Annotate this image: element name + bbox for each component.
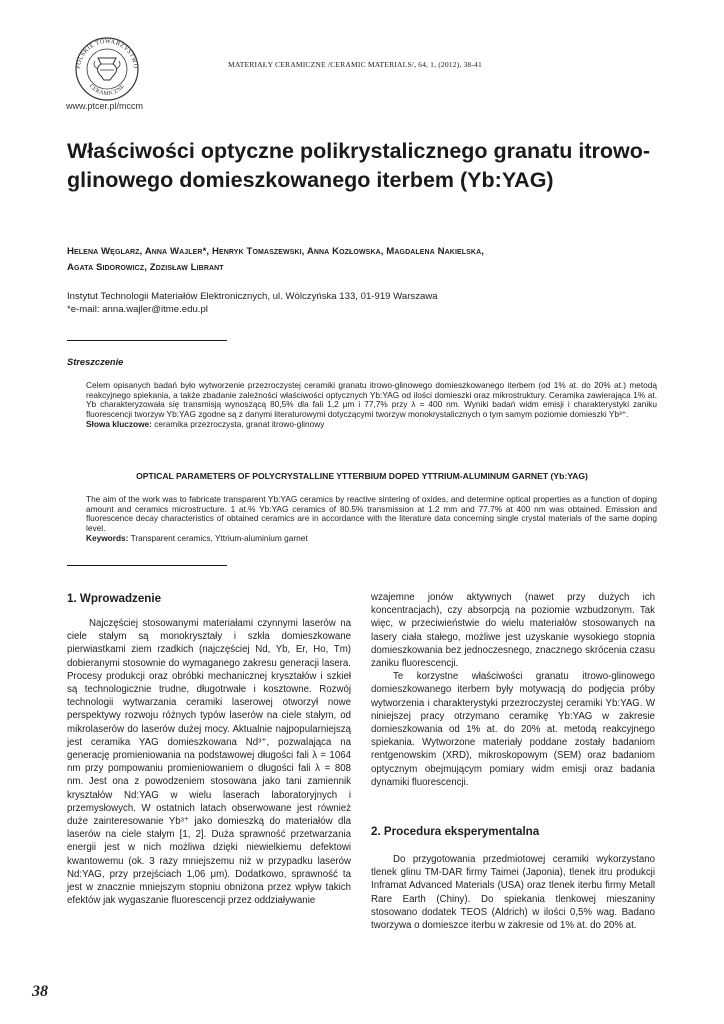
section-1-paragraph-1: Najczęściej stosowanymi materiałami czynnymi laserów na ciele stałym są monokryształy i szkła domieszkowane pierwiastkami ziem rzadkich (najczęściej Nd, Yb, Er, Ho, Tm) dobieranymi stosownie do wymaganego zakresu generacji lasera. Procesy produkcji oraz obróbki mechanicznej kryształów i szkieł są technologicznie trudne, długotrwałe i kosztowne. Rozwój technologii wytwarzania ceramiki laserowej otworzył nowe perspektywy rozwoju różnych typów laserów na ciele stałym, od mikrolaserów do laserów dużej mocy. Aktualnie najpopularniejszą jest ceramika YAG domieszkowana Nd³⁺, pozwalająca na generację promieniowania na podstawowej długości fali λ = 1064 nm przy pompowaniu promieniowaniem o długości fali λ = 808 nm. Jest ona z powodzeniem stosowana jako tani zamiennik kryształów Nd:YAG w wielu laserach laboratoryjnych i przemysłowych. W ostatnich latach obserwowane jest również duże zainteresowanie Yb³⁺ jako domieszką do materiałów dla laserów na ciele stałym [1, 2]. Duża sprawność przetwarzania energii jest w nich możliwa dzięki niewielkiemu defektowi kwantowemu (ok. 3 razy mniejszemu niż w przypadku laserów Nd:YAG, przy przejściach 1,06 μm). Dodatkowo, sprawność ta jest w znacznie mniejszym stopniu obniżona przez wpływ takich efektów jak wygaszanie fluorescencji przez oddziaływanie xyxy=(67,618,351,907)
abstract-pl-keywords xyxy=(67,420,657,430)
abstract-pl xyxy=(67,381,657,430)
section-2-paragraph-1: Do przygotowania przedmiotowej ceramiki wykorzystano tlenek glinu TM-DAR firmy Taimei (Japonia), tlenek itru produkcji Inframat Advanced Materials (USA) oraz tlenek iterbu firmy Metall Rare Earth (Chiny). Do spiekania tlenkowej mieszaniny stosowano dodatek TEOS (Aldrich) w ilości 0,5% wag. Badano tworzywa o domieszce iterbu w zakresie od 1% at. do 20% at. xyxy=(371,854,655,932)
section-1-column-left xyxy=(67,617,351,907)
abstract-en-title: OPTICAL PARAMETERS OF POLYCRYSTALLINE YTTERBIUM DOPED YTTRIUM-ALUMINUM GARNET (Yb:YAG) xyxy=(136,471,588,481)
abstract-en xyxy=(67,495,657,544)
journal-citation: MATERIAŁY CERAMICZNE /CERAMIC MATERIALS/, 64, 1, (2012), 38-41 xyxy=(228,60,482,69)
section-1-paragraph-1-continued: wzajemne jonów aktywnych (nawet przy dużych ich koncentracjach), czy absorpcją na poziomie wzbudzonym. Tak więc, w przeciwieństwie do wielu materiałów stosowanych na lasery ciała stałego, możliwe jest uzyskanie wysokiego stopnia domieszkowania bez jednoczesnego, znacznego skrócenia czasu zaniku fluorescencji. xyxy=(371,592,655,670)
abstract-en-keywords xyxy=(67,534,657,544)
corresponding-email: *e-mail: anna.wajler@itme.edu.pl xyxy=(67,304,208,315)
abstract-pl-heading: Streszczenie xyxy=(67,357,124,367)
section-1-paragraph-2: Te korzystne właściwości granatu itrowo-glinowego domieszkowanego iterbem były motywacją do podjęcia próby wytworzenia i charakterystyki przezroczystej ceramiki Yb:YAG. W niniejszej pracy otrzymano ceramikę Yb:YAG w zakresie domieszkowania od 1% at. do 20% at. metodą reakcyjnego spiekania. Wytworzone materiały poddane zostały badaniom rentgenowskim (XRD), mikroskopowym (SEM) oraz badaniom optycznym obejmującym pomiary widm emisji oraz badania dynamiki fluorescencji. xyxy=(371,671,655,788)
page-number: 38 xyxy=(32,983,48,1000)
divider-rule xyxy=(67,565,227,566)
keywords-en-label: Keywords: xyxy=(86,532,129,543)
section-2-column xyxy=(371,853,655,932)
section-1-column-right xyxy=(371,591,655,789)
section-1-heading: 1. Wprowadzenie xyxy=(67,592,162,605)
author-affiliation xyxy=(67,290,667,316)
section-2-heading: 2. Procedura eksperymentalna xyxy=(371,825,540,838)
society-seal-icon xyxy=(68,36,146,102)
article-authors xyxy=(67,244,667,275)
keywords-en-text: Transparent ceramics, Yttrium-aluminium garnet xyxy=(130,532,308,543)
journal-url-link[interactable]: www.ptcer.pl/mccm xyxy=(66,101,144,111)
society-logo xyxy=(68,36,146,102)
divider-rule xyxy=(67,340,227,341)
keywords-pl-label: Słowa kluczowe: xyxy=(86,418,152,429)
abstract-pl-text: Celem opisanych badań było wytworzenie przezroczystej ceramiki granatu itrowo-glinowego domieszkowanego iterbem (od 1% at. do 20% at.) metodą reakcyjnego spiekania, a także zbadanie zależności właściwości optycznych Yb:YAG od ilości domieszki oraz mikrostruktury. Ceramika zawierająca 1% at. Yb charakteryzowała się transmisją wynoszącą 80,5% dla fali 1,2 μm i 77,7% przy λ = 400 nm. Wyniki badań widm emisji i charakterystyki zaniku fluorescencji tworzyw Yb:YAG zgodne są z danymi literaturowymi dotyczącymi tworzyw monokrystalicznych o tym samym poziomie domieszki Yb³⁺. xyxy=(86,380,657,420)
authors-line-2: Agata Sidorowicz, Zdzisław Librant xyxy=(67,261,224,273)
svg-text:CERAMICZNE: CERAMICZNE xyxy=(87,83,127,98)
affiliation-address: Instytut Technologii Materiałów Elektronicznych, ul. Wólczyńska 133, 01-919 Warszawa xyxy=(67,291,438,302)
svg-text:POLSKIE TOWARZYSTWO: POLSKIE TOWARZYSTWO xyxy=(74,37,140,70)
authors-line-1: Helena Węglarz, Anna Wajler*, Henryk Tomaszewski, Anna Kozłowska, Magdalena Nakielska, xyxy=(67,246,484,257)
article-title: Właściwości optyczne polikrystalicznego granatu itrowo-glinowego domieszkowanego iterbem (Yb:YAG) xyxy=(67,139,650,192)
abstract-en-text: The aim of the work was to fabricate transparent Yb:YAG ceramics by reactive sintering of oxides, and determine optical properties as a function of doping amount and ceramics microstructure. 1 at.% Yb:YAG ceramics of 80.5% transmission at 1.2 mm and 77.7% at 400 nm was obtained. Emission and fluorescence decay characteristics of obtained ceramics are in accordance with the literature data concerning single crystal materials of the same doping level. xyxy=(86,494,657,534)
keywords-pl-text: ceramika przezroczysta, granat itrowo-glinowy xyxy=(154,418,325,429)
